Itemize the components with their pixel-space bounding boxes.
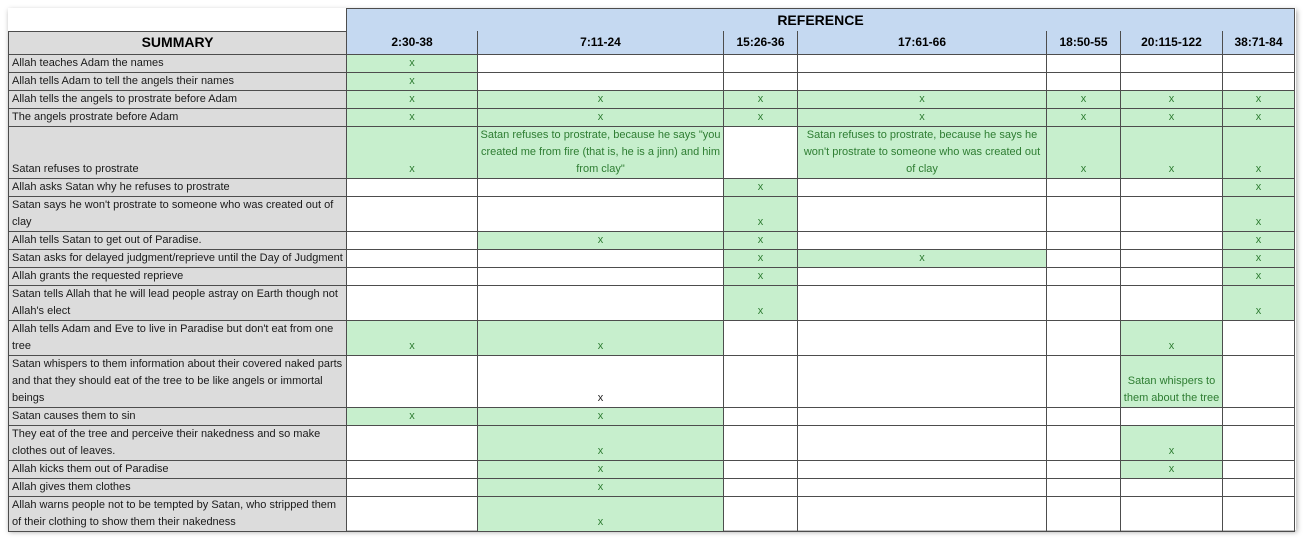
reference-cell[interactable]: x bbox=[478, 425, 724, 460]
reference-cell[interactable]: x bbox=[478, 320, 724, 355]
reference-cell[interactable] bbox=[478, 267, 724, 285]
table-row bbox=[9, 196, 1295, 231]
reference-cell[interactable] bbox=[724, 425, 798, 460]
table-row bbox=[9, 496, 1295, 531]
table-row bbox=[9, 407, 1295, 425]
table-row bbox=[9, 249, 1295, 267]
reference-cell[interactable]: x bbox=[798, 249, 1047, 267]
reference-cell[interactable]: x bbox=[1121, 126, 1223, 178]
table-row bbox=[9, 478, 1295, 496]
table-row bbox=[9, 178, 1295, 196]
reference-cell[interactable] bbox=[1223, 425, 1295, 460]
column-header[interactable]: 15:26-36 bbox=[724, 31, 798, 54]
reference-cell[interactable]: x bbox=[478, 460, 724, 478]
reference-cell[interactable]: x bbox=[347, 407, 478, 425]
summary-cell[interactable]: Allah warns people not to be tempted by Satan, who stripped them of their clothing to show them their nakedness bbox=[9, 496, 347, 531]
reference-cell[interactable] bbox=[798, 72, 1047, 90]
reference-cell[interactable] bbox=[347, 285, 478, 320]
reference-cell[interactable]: x bbox=[347, 320, 478, 355]
reference-cell[interactable] bbox=[1047, 178, 1121, 196]
reference-cell[interactable] bbox=[1047, 478, 1121, 496]
reference-cell[interactable] bbox=[724, 460, 798, 478]
reference-cell[interactable] bbox=[724, 478, 798, 496]
reference-cell[interactable]: x bbox=[1121, 425, 1223, 460]
reference-cell[interactable] bbox=[1121, 478, 1223, 496]
spreadsheet bbox=[8, 8, 1296, 530]
reference-cell[interactable]: Satan refuses to prostrate, because he says "you created me from fire (that is, he is a jinn) and him from clay" bbox=[478, 126, 724, 178]
reference-cell[interactable]: x bbox=[1121, 460, 1223, 478]
reference-cell[interactable] bbox=[798, 285, 1047, 320]
reference-cell[interactable] bbox=[798, 196, 1047, 231]
reference-cell[interactable] bbox=[1223, 496, 1295, 531]
table-row bbox=[9, 231, 1295, 249]
reference-cell[interactable]: x bbox=[347, 54, 478, 72]
reference-cell[interactable] bbox=[1047, 267, 1121, 285]
table-row bbox=[9, 90, 1295, 108]
reference-cell[interactable]: x bbox=[1223, 196, 1295, 231]
summary-cell[interactable]: Allah grants the requested reprieve bbox=[9, 267, 347, 285]
reference-cell[interactable] bbox=[347, 231, 478, 249]
reference-cell[interactable] bbox=[798, 355, 1047, 407]
reference-cell[interactable]: x bbox=[1121, 320, 1223, 355]
reference-cell[interactable] bbox=[1047, 460, 1121, 478]
reference-cell[interactable] bbox=[724, 496, 798, 531]
summary-cell[interactable]: Satan says he won't prostrate to someone who was created out of clay bbox=[9, 196, 347, 231]
reference-cell[interactable]: x bbox=[1121, 90, 1223, 108]
reference-cell[interactable] bbox=[1121, 54, 1223, 72]
table-row bbox=[9, 54, 1295, 72]
reference-cell[interactable] bbox=[347, 355, 478, 407]
reference-cell[interactable] bbox=[1223, 54, 1295, 72]
reference-cell[interactable]: Satan whispers to them about the tree bbox=[1121, 355, 1223, 407]
summary-cell[interactable]: Satan asks for delayed judgment/reprieve until the Day of Judgment bbox=[9, 249, 347, 267]
reference-cell[interactable]: x bbox=[724, 267, 798, 285]
reference-cell[interactable]: x bbox=[478, 478, 724, 496]
reference-cell[interactable] bbox=[347, 496, 478, 531]
reference-cell[interactable]: x bbox=[1223, 231, 1295, 249]
reference-cell[interactable]: x bbox=[478, 231, 724, 249]
reference-cell[interactable] bbox=[724, 355, 798, 407]
reference-cell[interactable] bbox=[1047, 54, 1121, 72]
summary-table bbox=[8, 8, 1295, 532]
reference-cell[interactable] bbox=[798, 425, 1047, 460]
reference-cell[interactable]: x bbox=[478, 108, 724, 126]
reference-cell[interactable]: x bbox=[798, 90, 1047, 108]
header-row-top bbox=[9, 9, 1295, 32]
reference-cell[interactable] bbox=[1047, 249, 1121, 267]
table-row bbox=[9, 267, 1295, 285]
table-row bbox=[9, 460, 1295, 478]
reference-cell[interactable]: x bbox=[1223, 249, 1295, 267]
reference-cell[interactable] bbox=[724, 126, 798, 178]
reference-cell[interactable]: x bbox=[724, 196, 798, 231]
reference-cell[interactable] bbox=[1121, 267, 1223, 285]
reference-cell[interactable] bbox=[724, 72, 798, 90]
reference-cell[interactable] bbox=[478, 196, 724, 231]
reference-cell[interactable] bbox=[798, 478, 1047, 496]
reference-cell[interactable]: x bbox=[1223, 90, 1295, 108]
table-row bbox=[9, 355, 1295, 407]
reference-cell[interactable] bbox=[1223, 460, 1295, 478]
reference-cell[interactable] bbox=[347, 249, 478, 267]
summary-cell[interactable]: Allah kicks them out of Paradise bbox=[9, 460, 347, 478]
reference-cell[interactable] bbox=[724, 320, 798, 355]
summary-cell[interactable]: Satan refuses to prostrate bbox=[9, 126, 347, 178]
reference-cell[interactable] bbox=[798, 407, 1047, 425]
reference-cell[interactable] bbox=[1047, 196, 1121, 231]
reference-cell[interactable]: x bbox=[724, 108, 798, 126]
reference-cell[interactable] bbox=[1223, 478, 1295, 496]
reference-cell[interactable]: x bbox=[1223, 126, 1295, 178]
reference-cell[interactable] bbox=[724, 407, 798, 425]
reference-cell[interactable] bbox=[1223, 72, 1295, 90]
reference-cell[interactable]: x bbox=[347, 90, 478, 108]
header-row-columns bbox=[9, 31, 1295, 54]
column-header[interactable]: 20:115-122 bbox=[1121, 31, 1223, 54]
reference-cell[interactable] bbox=[724, 54, 798, 72]
reference-cell[interactable] bbox=[347, 267, 478, 285]
reference-cell[interactable]: x bbox=[724, 178, 798, 196]
reference-cell[interactable] bbox=[1223, 320, 1295, 355]
reference-cell[interactable] bbox=[478, 54, 724, 72]
reference-cell[interactable] bbox=[798, 460, 1047, 478]
reference-cell[interactable]: x bbox=[724, 285, 798, 320]
summary-cell[interactable]: Allah teaches Adam the names bbox=[9, 54, 347, 72]
table-row bbox=[9, 72, 1295, 90]
summary-cell[interactable]: Satan tells Allah that he will lead people astray on Earth though not Allah's elect bbox=[9, 285, 347, 320]
summary-cell[interactable]: Allah tells Adam and Eve to live in Paradise but don't eat from one tree bbox=[9, 320, 347, 355]
reference-cell[interactable] bbox=[1223, 407, 1295, 425]
summary-header: SUMMARY bbox=[9, 31, 347, 54]
reference-cell[interactable]: x bbox=[798, 108, 1047, 126]
reference-cell[interactable]: x bbox=[1223, 267, 1295, 285]
reference-cell[interactable]: x bbox=[724, 249, 798, 267]
reference-cell[interactable] bbox=[798, 267, 1047, 285]
reference-cell[interactable] bbox=[478, 285, 724, 320]
reference-cell[interactable]: x bbox=[1223, 108, 1295, 126]
summary-cell[interactable]: They eat of the tree and perceive their nakedness and so make clothes out of leaves. bbox=[9, 425, 347, 460]
summary-cell[interactable]: Allah tells the angels to prostrate before Adam bbox=[9, 90, 347, 108]
column-header[interactable]: 7:11-24 bbox=[478, 31, 724, 54]
summary-cell[interactable]: The angels prostrate before Adam bbox=[9, 108, 347, 126]
reference-cell[interactable]: x bbox=[724, 231, 798, 249]
reference-cell[interactable] bbox=[798, 178, 1047, 196]
reference-cell[interactable]: x bbox=[1223, 178, 1295, 196]
summary-cell[interactable]: Allah tells Satan to get out of Paradise. bbox=[9, 231, 347, 249]
reference-cell[interactable]: x bbox=[724, 90, 798, 108]
reference-cell[interactable] bbox=[1047, 72, 1121, 90]
column-header[interactable]: 38:71-84 bbox=[1223, 31, 1295, 54]
table-row bbox=[9, 126, 1295, 178]
reference-cell[interactable] bbox=[1121, 178, 1223, 196]
table-row bbox=[9, 285, 1295, 320]
reference-cell[interactable] bbox=[1047, 231, 1121, 249]
reference-cell[interactable]: x bbox=[1047, 90, 1121, 108]
reference-cell[interactable] bbox=[1047, 496, 1121, 531]
reference-cell[interactable]: Satan refuses to prostrate, because he says he won't prostrate to someone who was created out of clay bbox=[798, 126, 1047, 178]
reference-cell[interactable] bbox=[1121, 196, 1223, 231]
reference-cell[interactable] bbox=[1047, 425, 1121, 460]
column-header[interactable]: 18:50-55 bbox=[1047, 31, 1121, 54]
reference-cell[interactable]: x bbox=[1121, 108, 1223, 126]
header-blank-cell bbox=[9, 9, 347, 32]
reference-cell[interactable]: x bbox=[1047, 126, 1121, 178]
reference-cell[interactable] bbox=[347, 460, 478, 478]
reference-cell[interactable] bbox=[478, 178, 724, 196]
reference-cell[interactable]: x bbox=[347, 126, 478, 178]
reference-cell[interactable] bbox=[1047, 285, 1121, 320]
reference-cell[interactable] bbox=[1121, 72, 1223, 90]
reference-cell[interactable] bbox=[347, 478, 478, 496]
reference-cell[interactable] bbox=[798, 320, 1047, 355]
column-header[interactable]: 2:30-38 bbox=[347, 31, 478, 54]
reference-cell[interactable] bbox=[1121, 285, 1223, 320]
reference-cell[interactable]: x bbox=[478, 496, 724, 531]
reference-cell[interactable]: x bbox=[478, 90, 724, 108]
reference-cell[interactable]: x bbox=[1223, 285, 1295, 320]
summary-cell[interactable]: Satan causes them to sin bbox=[9, 407, 347, 425]
reference-cell[interactable]: x bbox=[1047, 108, 1121, 126]
table-row bbox=[9, 425, 1295, 460]
reference-cell[interactable] bbox=[347, 178, 478, 196]
reference-cell[interactable]: x bbox=[347, 108, 478, 126]
reference-cell[interactable] bbox=[798, 496, 1047, 531]
table-row bbox=[9, 320, 1295, 355]
summary-cell[interactable]: Allah gives them clothes bbox=[9, 478, 347, 496]
reference-cell[interactable] bbox=[798, 54, 1047, 72]
reference-cell[interactable] bbox=[478, 249, 724, 267]
reference-header: REFERENCE bbox=[347, 9, 1295, 32]
reference-cell[interactable] bbox=[798, 231, 1047, 249]
summary-cell[interactable]: Allah tells Adam to tell the angels their names bbox=[9, 72, 347, 90]
reference-cell[interactable]: x bbox=[347, 72, 478, 90]
column-header[interactable]: 17:61-66 bbox=[798, 31, 1047, 54]
table-row bbox=[9, 108, 1295, 126]
reference-cell[interactable] bbox=[1121, 249, 1223, 267]
reference-cell[interactable] bbox=[347, 196, 478, 231]
reference-cell[interactable] bbox=[1047, 355, 1121, 407]
reference-cell[interactable]: x bbox=[478, 407, 724, 425]
reference-cell[interactable] bbox=[1121, 407, 1223, 425]
reference-cell[interactable]: x bbox=[478, 355, 724, 407]
reference-cell[interactable] bbox=[1047, 407, 1121, 425]
summary-cell[interactable]: Satan whispers to them information about their covered naked parts and that they should eat of the tree to be like angels or immortal beings bbox=[9, 355, 347, 407]
reference-cell[interactable] bbox=[1121, 496, 1223, 531]
reference-cell[interactable] bbox=[347, 425, 478, 460]
summary-cell[interactable]: Allah asks Satan why he refuses to prostrate bbox=[9, 178, 347, 196]
reference-cell[interactable] bbox=[1047, 320, 1121, 355]
reference-cell[interactable] bbox=[478, 72, 724, 90]
reference-cell[interactable] bbox=[1121, 231, 1223, 249]
reference-cell[interactable] bbox=[1223, 355, 1295, 407]
